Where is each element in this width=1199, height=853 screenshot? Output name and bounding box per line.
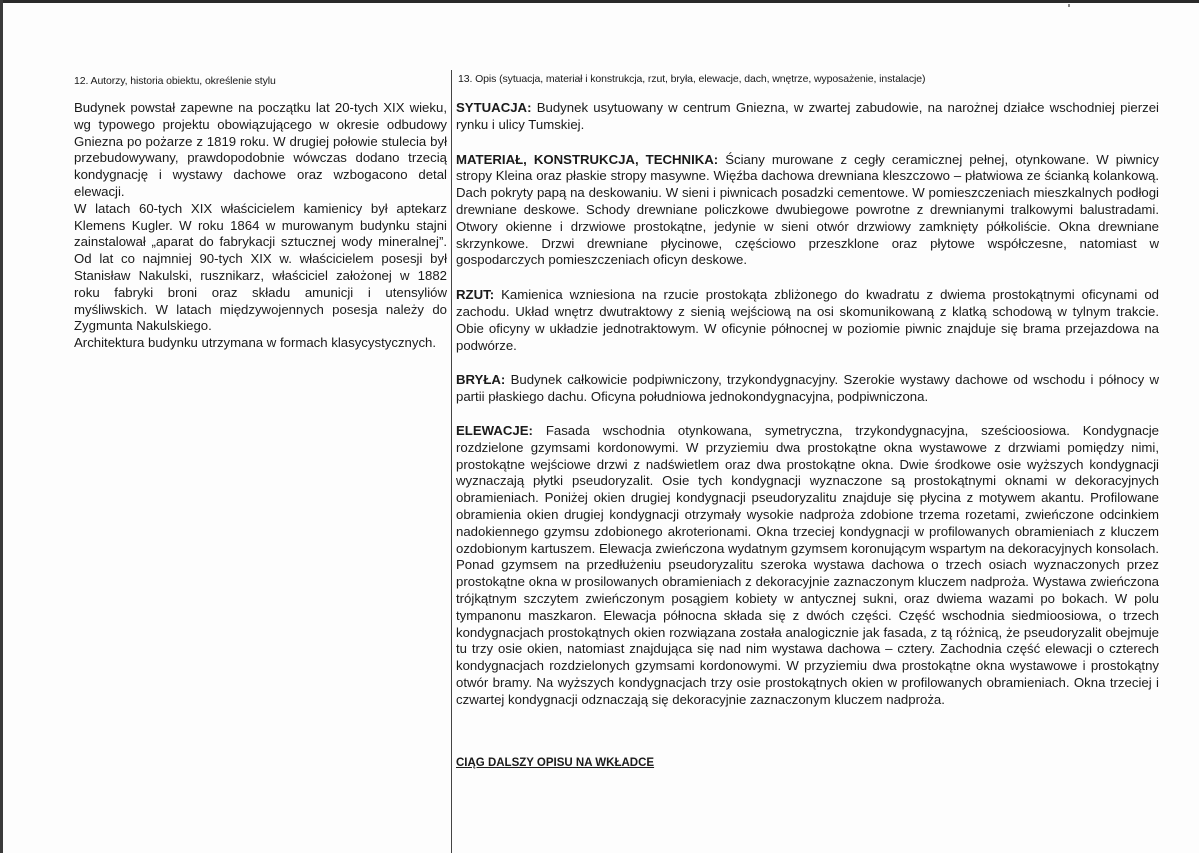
elewacje-paragraph	[456, 423, 1159, 709]
description-column	[456, 100, 1159, 727]
scan-edge-top	[0, 0, 1199, 3]
continuation-note: CIĄG DALSZY OPISU NA WKŁADCE	[456, 757, 655, 769]
sytuacja-paragraph	[456, 100, 1159, 134]
bryla-label: BRYŁA:	[456, 372, 506, 388]
sytuacja-text: Budynek usytuowany w centrum Gniezna, w zwartej zabudowie, na narożnej działce wschodniej pierzei rynku i ulicy Tumskiej.	[456, 100, 1159, 132]
section-12-header: 12. Autorzy, historia obiektu, określenie stylu	[74, 75, 276, 87]
rzut-paragraph	[456, 287, 1159, 354]
scan-edge-left	[0, 0, 3, 853]
material-paragraph	[456, 152, 1159, 270]
elewacje-label: ELEWACJE:	[456, 422, 533, 438]
section-13-header: 13. Opis (sytuacja, materiał i konstrukcja, rzut, bryła, elewacje, dach, wnętrze, wyposażenie, instalacje)	[458, 73, 926, 85]
rzut-text: Kamienica wzniesiona na rzucie prostokąta zbliżonego do kwadratu z dwiema prostokątnymi oficynami od zachodu. Układ wnętrz dwutraktowy z sienią wejściową na osi skomunikowaną z klatką schodową w tylnym trakcie. Obie oficyny w układzie jednotraktowym. W oficynie północnej w poziomie piwnic znajduje się brama przejazdowa na podwórze.	[456, 287, 1159, 353]
scan-speck	[1068, 4, 1070, 7]
history-paragraph-origin: Budynek powstał zapewne na początku lat 20-tych XIX wieku, wg typowego projektu obowiązującego w okresie odbudowy Gniezna po pożarze z 1819 roku. W drugiej połowie stulecia był przebudowywany, prawdopodobnie wówczas dodano trzecią kondygnację i wystawy dachowe oraz wzbogacono detal elewacji.	[74, 100, 447, 199]
bryla-paragraph	[456, 372, 1159, 406]
material-text: Ściany murowane z cegły ceramicznej pełnej, otynkowane. W piwnicy stropy Kleina oraz płaskie stropy masywne. Więźba dachowa drewniana kleszczowo – płatwiowa ze ścianką kolankową. Dach pokryty papą na deskowaniu. W sieni i piwnicach posadzki cementowe. W pomieszczeniach mieszkalnych podłogi drewniane deskowe. Schody drewniane policzkowe dwubiegowe powrotne z drewnianymi tralkowymi balustradami. Otwory okienne i drzwiowe prostokątne, jedynie w sieni otwór drzwiowy zamknięty półkoliście. Okna drewniane skrzynkowe. Drzwi drewniane płycinowe, częściowo przeszklone oraz płytowe współczesne, natomiast w gospodarczych pomieszczeniach oficyn deskowe.	[456, 151, 1159, 268]
history-paragraph-style: Architektura budynku utrzymana w formach klasycystycznych.	[74, 335, 437, 351]
column-divider	[451, 70, 452, 853]
sytuacja-label: SYTUACJA:	[456, 100, 532, 115]
rzut-label: RZUT:	[456, 287, 495, 303]
history-column	[74, 100, 447, 352]
history-paragraph-owners: W latach 60-tych XIX właścicielem kamienicy był aptekarz Klemens Kugler. W roku 1864 w murowanym budynku stajni zainstalował „aparat do fabrykacji sztucznej wody mineralnej”. Od lat co najmniej 90-tych XIX w. właścicielem posesji był Stanisław Nakulski, rusznikarz, właściciel założonej w 1882 roku fabryki broni oraz składu amunicji i utensyliów myśliwskich. W latach międzywojennych posesja należy do Zygmunta Nakulskiego.	[74, 200, 447, 334]
elewacje-text: Fasada wschodnia otynkowana, symetryczna, trzykondygnacyjna, sześcioosiowa. Kondygnacje rozdzielone gzymsami kordonowymi. W przyziemiu dwa prostokątne okna wystawowe z drzwiami pomiędzy nimi, prostokątne wejściowe drzwi z nadświetlem oraz dwa prostokątne okna. Dwie środkowe osie wyższych kondygnacji wyznaczają płytki pseudoryzalit. Osie tych kondygnacji wyznaczone są prostokątnymi oknami w dekoracyjnych obramieniach. Poniżej okien drugiej kondygnacji pseudoryzalitu znajduje się płycina z motywem akantu. Profilowane obramienia okien drugiej kondygnacji otrzymały wysokie nadproża zdobione trzema rozetami, zwieńczone odcinkiem nadokiennego gzymsu zdobionego akroterionami. Okna trzeciej kondygnacji w profilowanych obramieniach z kluczem ozdobionym kartuszem. Elewacja zwieńczona wydatnym gzymsem koronującym wspartym na dekoracyjnych konsolach. Ponad gzymsem na przedłużeniu pseudoryzalitu szeroka wystawa dachowa o trzech osiach wyznaczonych przez prostokątne okna w prosilowanych obramieniach z dekoracyjnie zaznaczonym kluczem nadproża. Wystawa zwieńczona trójkątnym szczytem zwieńczonym posągiem kobiety w antycznej sukni, oraz dwiema wazami po bokach. W polu tympanonu maszkaron. Elewacja północna składa się z dwóch części. Część wschodnia siedmioosiowa, o trzech kondygnacjach prostokątnych okien rozwiązana została analogicznie jak fasada, z tą różnicą, że pseudoryzalit obejmuje tu trzy osie okien, natomiast znajdująca się nad nim wystawa dachowa – cztery. Zachodnia część elewacji o czterech kondygnacjach rozdzielonych gzymsami kordonowymi. W przyziemiu dwa prostokątne okna wystawowe i prostokątny otwór bramy. Na wyższych kondygnacjach trzy osie prostokątnych okien w profilowanych obramieniach. Okna trzeciej i czwartej kondygnacji odznaczają się dekoracyjnie zaznaczonym kluczem nadproża.	[456, 422, 1159, 707]
material-label: MATERIAŁ, KONSTRUKCJA, TECHNIKA:	[456, 151, 719, 167]
bryla-text: Budynek całkowicie podpiwniczony, trzykondygnacyjny. Szerokie wystawy dachowe od wschodu i północy w partii płaskiego dachu. Oficyna południowa jednokondygnacyjna, podpiwniczona.	[456, 372, 1159, 405]
